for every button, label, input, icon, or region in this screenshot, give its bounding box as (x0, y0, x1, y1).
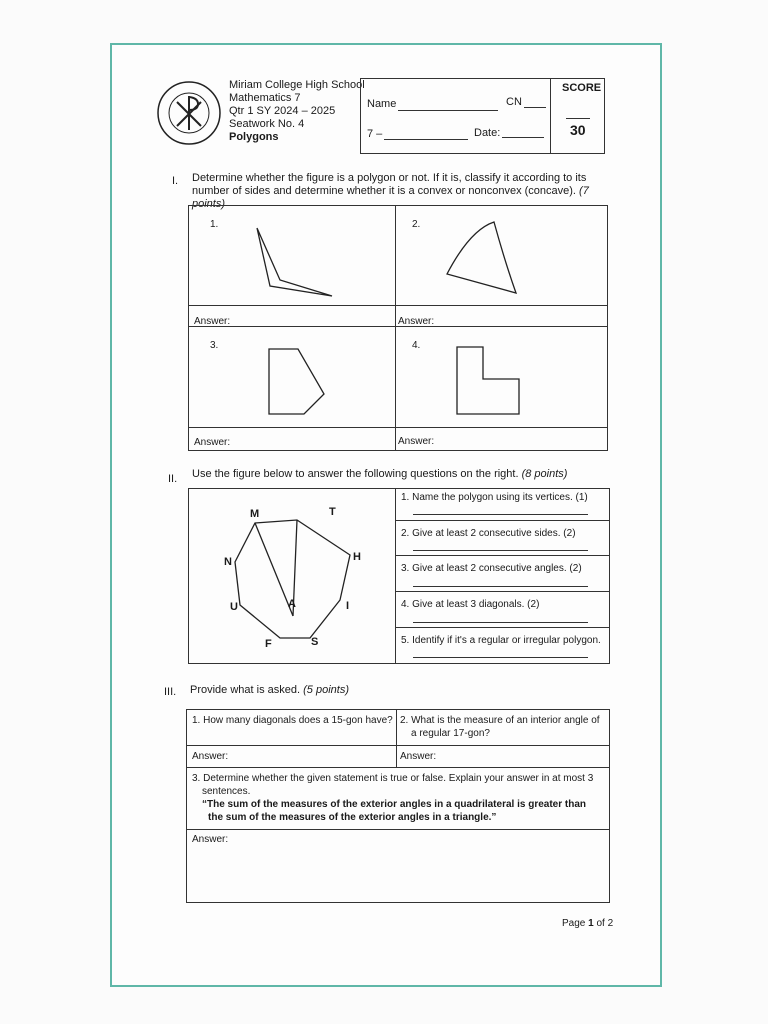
score-total: 30 (570, 122, 586, 138)
vertex-label-f: F (265, 638, 272, 650)
vertex-label-n: N (224, 556, 232, 568)
answer-3-label: Answer: (194, 437, 231, 448)
part1-table (188, 205, 608, 451)
figure-2-number: 2. (412, 219, 421, 230)
part3-points: (5 points) (303, 684, 349, 696)
cn-field[interactable] (524, 107, 546, 108)
header-school-info (229, 79, 365, 144)
part3-answer-3-area[interactable] (192, 846, 602, 898)
part1-instruction: Determine whether the figure is a polygon or not. If it is, classify it according to its number of sides and determine whether it is a convex or nonconvex (concave). (7 points) (192, 172, 589, 210)
figure-3-shape (268, 348, 328, 418)
answer-2-label: Answer: (398, 316, 435, 327)
score-field[interactable] (566, 118, 590, 119)
part1-points: (7 points) (192, 185, 589, 210)
figure-4-number: 4. (412, 340, 421, 351)
figure-1-number: 1. (210, 219, 219, 230)
school-name: Miriam College High School (229, 79, 365, 91)
part2-question-2: 2. Give at least 2 consecutive sides. (2) (401, 528, 576, 539)
cn-label: CN (506, 96, 522, 108)
quarter-sy: Qtr 1 SY 2024 – 2025 (229, 105, 336, 117)
vertex-label-u: U (230, 601, 238, 613)
school-seal-logo (156, 80, 222, 146)
date-label: Date: (474, 127, 501, 139)
section-field[interactable] (384, 139, 468, 140)
section-label: 7 – (367, 128, 383, 140)
answer-1-label: Answer: (194, 316, 231, 327)
page-number: Page 1 of 2 (562, 918, 614, 929)
name-field[interactable] (398, 110, 498, 111)
part3-statement: “The sum of the measures of the exterior angles in a quadrilateral is greater than the sum of the measures of the exterior angles in a triangle.” (202, 799, 586, 823)
vertex-label-m: M (250, 508, 260, 520)
part3-answer-2-label: Answer: (400, 751, 437, 762)
figure-3-number: 3. (210, 340, 219, 351)
part2-question-1: 1. Name the polygon using its vertices. (1) (401, 492, 588, 503)
part1-numeral: I. (172, 175, 179, 187)
part2-answer-line-4[interactable] (413, 622, 588, 623)
name-label: Name (367, 98, 397, 110)
seatwork-number: Seatwork No. 4 (229, 118, 305, 130)
part3-answer-3-label: Answer: (192, 834, 229, 845)
score-label: SCORE (562, 82, 602, 94)
part3-question-3: 3. Determine whether the given statement is true or false. Explain your answer in at most 3 sentences. “The sum of the measures of the exterior angles in a quadrilateral is greater than the sum of the measures of the exterior angles in a triangle.” (192, 772, 606, 824)
part2-points: (8 points) (521, 468, 568, 480)
part2-question-4: 4. Give at least 3 diagonals. (2) (401, 599, 540, 610)
vertex-label-t: T (329, 506, 336, 518)
part2-question-5: 5. Identify if it's a regular or irregular polygon. (401, 635, 601, 646)
vertex-label-i: I (346, 600, 350, 612)
worksheet-topic: Polygons (229, 131, 279, 143)
part3-instruction: Provide what is asked. (5 points) (190, 684, 349, 696)
part3-question-2: 2. What is the measure of an interior angle of a regular 17-gon? (400, 715, 600, 739)
answer-4-label: Answer: (398, 436, 435, 447)
polygon-mtnhuaifs-figure (190, 490, 390, 660)
part3-question-1: 1. How many diagonals does a 15-gon have? (192, 715, 393, 726)
part3-numeral: III. (164, 686, 177, 698)
figure-4-shape (456, 346, 521, 416)
date-field[interactable] (502, 137, 544, 138)
vertex-label-s: S (311, 636, 319, 648)
vertex-label-h: H (353, 551, 361, 563)
part3-answer-1-label: Answer: (192, 751, 229, 762)
part2-numeral: II. (168, 473, 178, 485)
figure-2-shape (445, 222, 520, 294)
part2-answer-line-2[interactable] (413, 550, 588, 551)
part2-answer-line-5[interactable] (413, 657, 588, 658)
vertex-label-a: A (288, 598, 296, 610)
part2-answer-line-3[interactable] (413, 586, 588, 587)
part2-instruction: Use the figure below to answer the following questions on the right. (8 points) (192, 468, 568, 480)
part2-answer-line-1[interactable] (413, 514, 588, 515)
part2-question-3: 3. Give at least 2 consecutive angles. (2) (401, 563, 582, 574)
subject: Mathematics 7 (229, 92, 301, 104)
figure-1-shape (255, 228, 335, 298)
